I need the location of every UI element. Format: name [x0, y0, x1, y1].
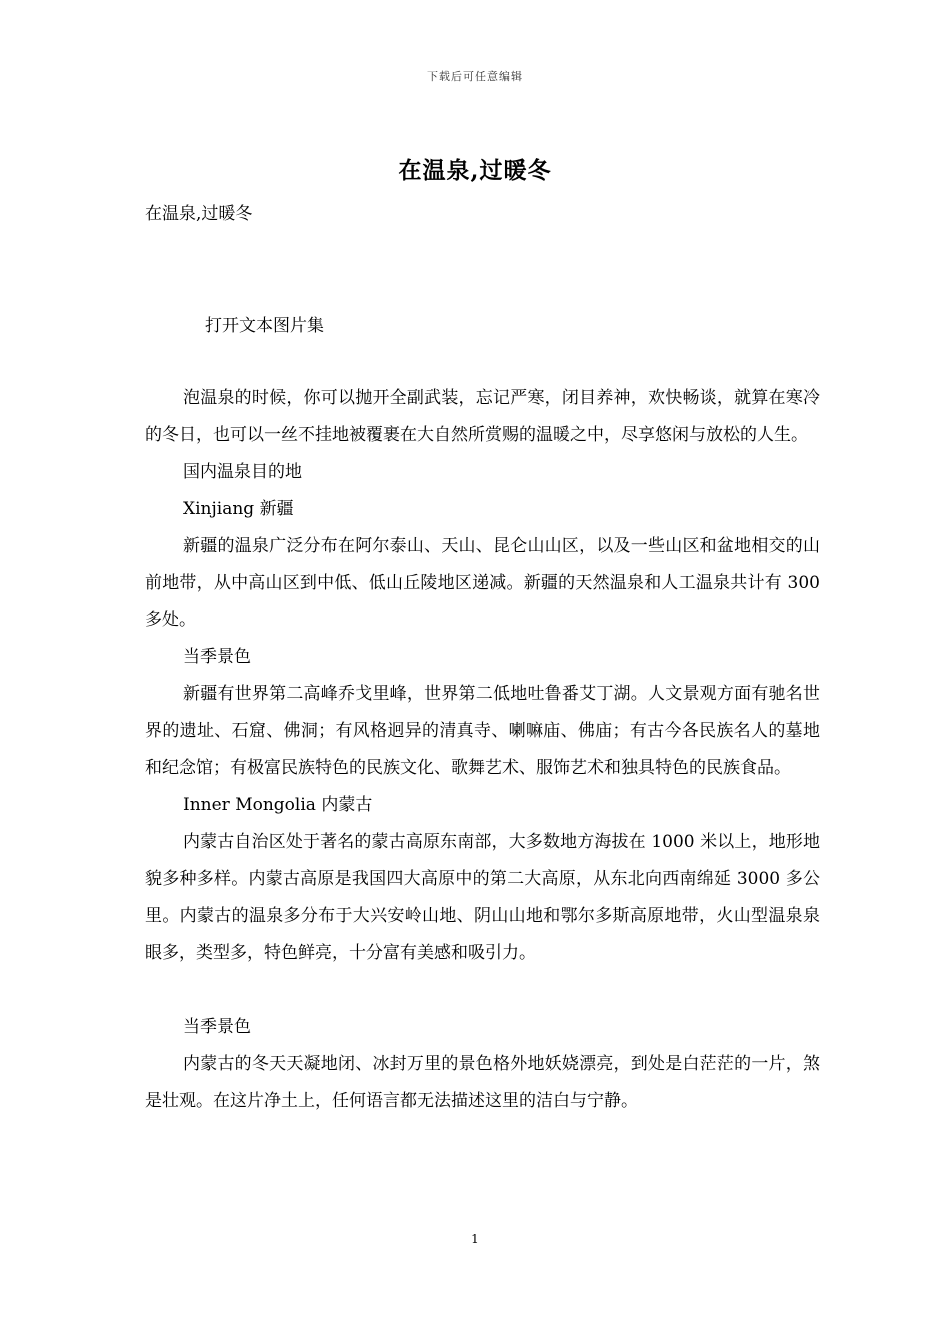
section-heading-season-inner-mongolia: 当季景色 [183, 1017, 251, 1037]
page-number: 1 [471, 1232, 479, 1246]
document-title: 在温泉,过暖冬 [398, 157, 552, 184]
article-body [145, 380, 820, 1120]
section-heading-inner-mongolia: Inner Mongolia 内蒙古 [183, 795, 373, 815]
section-heading-domestic: 国内温泉目的地 [183, 462, 302, 482]
xinjiang-paragraph: 新疆的温泉广泛分布在阿尔泰山、天山、昆仑山山区，以及一些山区和盆地相交的山前地带，从中高山区到中低、低山丘陵地区递减。新疆的天然温泉和人工温泉共计有 300 多处。 [145, 536, 820, 630]
xinjiang-season-paragraph: 新疆有世界第二高峰乔戈里峰，世界第二低地吐鲁番艾丁湖。人文景观方面有驰名世界的遗址、石窟、佛洞；有风格迥异的清真寺、喇嘛庙、佛庙；有古今各民族名人的墓地和纪念馆；有极富民族特色的民族文化、歌舞艺术、服饰艺术和独具特色的民族食品。 [145, 684, 820, 778]
section-heading-season-xinjiang: 当季景色 [183, 647, 251, 667]
section-heading-xinjiang: Xinjiang 新疆 [183, 499, 294, 519]
paragraph-gap [145, 972, 820, 1009]
inner-mongolia-season-paragraph: 内蒙古的冬天天凝地闭、冰封万里的景色格外地妖娆漂亮，到处是白茫茫的一片，煞是壮观。在这片净土上，任何语言都无法描述这里的洁白与宁静。 [145, 1054, 820, 1111]
document-subtitle: 在温泉,过暖冬 [145, 204, 253, 224]
intro-paragraph: 泡温泉的时候，你可以抛开全副武装，忘记严寒，闭目养神，欢快畅谈，就算在寒冷的冬日，也可以一丝不挂地被覆裹在大自然所赏赐的温暖之中，尽享悠闲与放松的人生。 [145, 388, 820, 445]
page-header: 下载后可任意编辑 [427, 70, 523, 83]
gallery-link[interactable]: 打开文本图片集 [205, 316, 324, 336]
inner-mongolia-paragraph: 内蒙古自治区处于著名的蒙古高原东南部，大多数地方海拔在 1000 米以上，地形地貌多种多样。内蒙古高原是我国四大高原中的第二大高原，从东北向西南绵延 3000 多公里。内蒙古的温泉多分布于大兴安岭山地、阴山山地和鄂尔多斯高原地带，火山型温泉泉眼多，类型多，特色鲜亮，十分富有美感和吸引力。 [145, 832, 820, 963]
